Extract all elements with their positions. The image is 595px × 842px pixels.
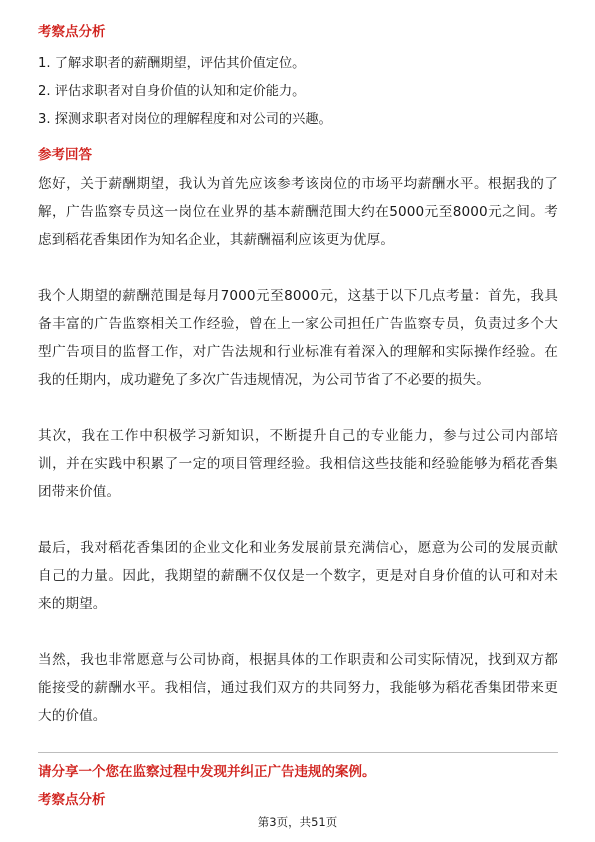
analysis-item: 2. 评估求职者对自身价值的认知和定价能力。: [38, 84, 306, 99]
answer-section-title: 参考回答: [38, 147, 92, 163]
next-analysis-title: 考察点分析: [38, 792, 106, 808]
section-divider: [38, 752, 558, 753]
next-question-title: 请分享一个您在监察过程中发现并纠正广告违规的案例。: [38, 764, 376, 780]
analysis-item: 3. 探测求职者对岗位的理解程度和对公司的兴趣。: [38, 112, 332, 127]
answer-body: [38, 170, 558, 758]
answer-paragraph: 您好，关于薪酬期望，我认为首先应该参考该岗位的市场平均薪酬水平。根据我的了解，广告监察专员这一岗位在业界的基本薪酬范围大约在5000元至8000元之间。考虑到稻花香集团作为知名企业，其薪酬福利应该更为优厚。: [38, 176, 558, 248]
answer-paragraph: 其次，我在工作中积极学习新知识，不断提升自己的专业能力，参与过公司内部培训，并在实践中积累了一定的项目管理经验。我相信这些技能和经验能够为稻花香集团带来价值。: [38, 428, 558, 500]
answer-paragraph: 最后，我对稻花香集团的企业文化和业务发展前景充满信心，愿意为公司的发展贡献自己的力量。因此，我期望的薪酬不仅仅是一个数字，更是对自身价值的认可和对未来的期望。: [38, 540, 558, 612]
analysis-item: 1. 了解求职者的薪酬期望，评估其价值定位。: [38, 56, 306, 71]
answer-paragraph: 当然，我也非常愿意与公司协商，根据具体的工作职责和公司实际情况，找到双方都能接受的薪酬水平。我相信，通过我们双方的共同努力，我能够为稻花香集团带来更大的价值。: [38, 652, 558, 724]
answer-paragraph: 我个人期望的薪酬范围是每月7000元至8000元，这基于以下几点考量：首先，我具备丰富的广告监察相关工作经验，曾在上一家公司担任广告监察专员，负责过多个大型广告项目的监督工作，对广告法规和行业标准有着深入的理解和实际操作经验。在我的任期内，成功避免了多次广告违规情况，为公司节省了不必要的损失。: [38, 288, 558, 388]
page-number: 第3页，共51页: [257, 815, 338, 829]
analysis-list: [38, 50, 558, 134]
analysis-section-title: 考察点分析: [38, 24, 106, 40]
